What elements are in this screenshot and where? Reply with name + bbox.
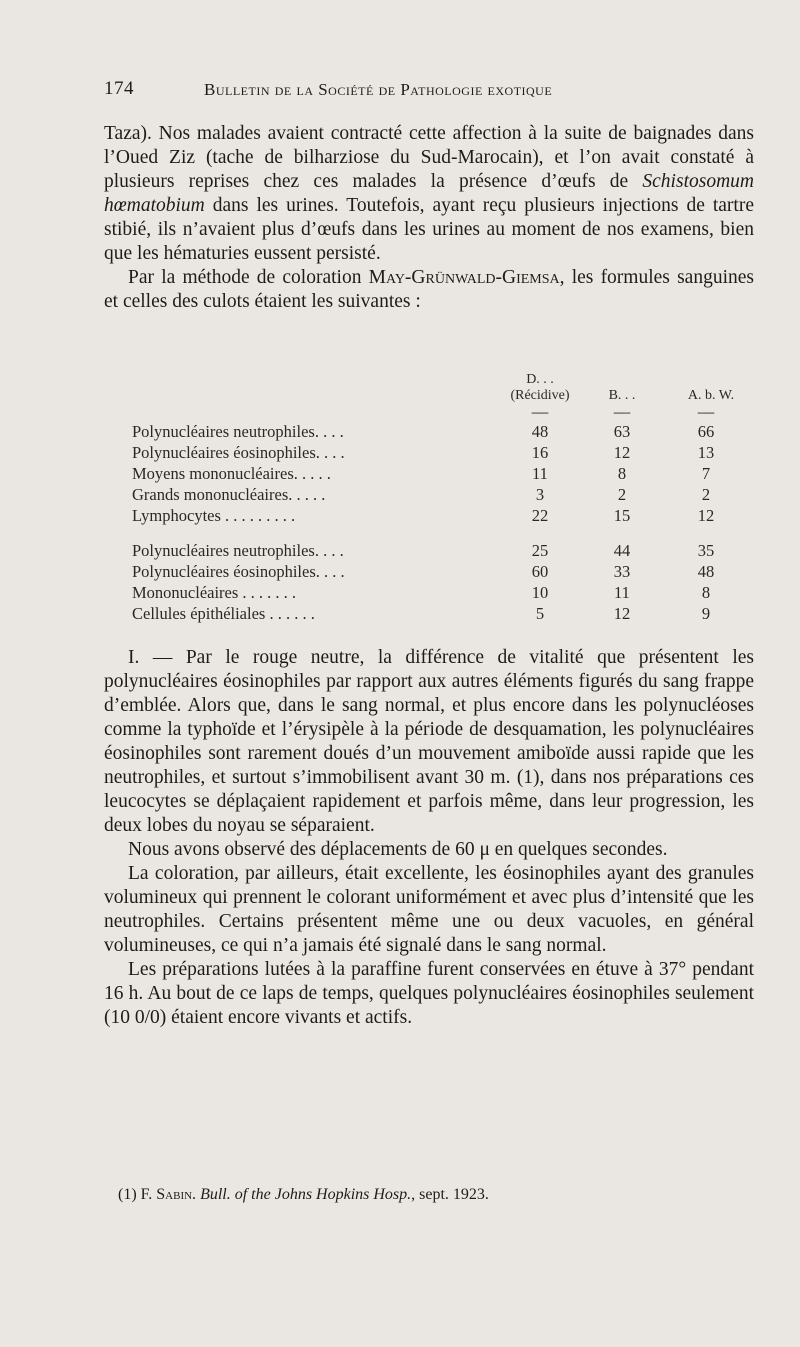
table-row	[132, 506, 752, 527]
table-cell: 60	[531, 562, 549, 581]
table-cell: 7	[701, 464, 711, 483]
row-label: Grands mononucléaires. . . . .	[132, 485, 326, 504]
footnote-date: , sept. 1923.	[411, 1186, 489, 1203]
text-run: Par la méthode de coloration	[128, 267, 369, 288]
footnote-journal: Bull. of the Johns Hopkins Hosp.	[200, 1186, 412, 1203]
intro-text	[104, 122, 754, 314]
row-label: Mononucléaires . . . . . . .	[132, 583, 297, 602]
page-number: 174	[104, 78, 134, 99]
table-cell: 22	[531, 506, 549, 525]
table-cell: 12	[613, 443, 631, 462]
table-cell: 25	[531, 541, 549, 560]
table-row	[132, 464, 752, 485]
paragraph: Les préparations lutées à la paraffine furent conservées en étuve à 37° pendant 16 h. Au bout de ce laps de temps, quelques polynucléaires éosinophiles seulement (10 0/0) étaient encore vivants et actifs.	[104, 959, 754, 1028]
row-label: Polynucléaires éosinophiles. . . .	[132, 443, 345, 462]
table-cell: 11	[532, 464, 548, 483]
paragraph: I. — Par le rouge neutre, la différence de vitalité que présentent les polynucléaires éosinophiles par rapport aux autres éléments figurés du sang frappe d’emblée. Alors que, dans le sang normal, et plus encore dans les polynucléoses comme la typhoïde et l’érysipèle à la période de desquamation, les polynucléaires éosinophiles sont rarement doués d’un mouvement amiboïde aussi rapide que les neutrophiles, et surtout s’immobilisent avant 30 m. (1), dans nos préparations ces leucocytes se déplaçaient rapidement et parfois même, dans leur progression, les deux lobes du noyau se séparaient.	[104, 647, 754, 836]
species-name: Schistosomum hœmatobium	[104, 171, 754, 216]
table-row	[132, 443, 752, 464]
dash: —	[697, 402, 715, 421]
running-header	[104, 78, 664, 102]
table-row	[132, 422, 752, 443]
row-label: Lymphocytes . . . . . . . . .	[132, 506, 296, 525]
table-cell: 9	[701, 604, 711, 623]
culot-rows	[132, 541, 752, 625]
row-label: Polynucléaires neutrophiles. . . .	[132, 422, 344, 441]
paragraph	[104, 266, 754, 314]
table-row	[132, 562, 752, 583]
table-row	[132, 541, 752, 562]
table-cell: 10	[531, 583, 549, 602]
table-cell: 48	[531, 422, 549, 441]
column-header-abw: A. b. W.	[687, 388, 735, 403]
cell-count-table	[132, 370, 752, 625]
dash: —	[613, 402, 631, 421]
text-run: Taza). Nos malades avaient contracté cette affection à la suite de baignades dans l’Oued Ziz (tache de bilharziose du Sud-Marocain), et l’on avait constaté à plusieurs reprises chez ces malades la présence d’œufs de	[104, 123, 754, 192]
blood-rows	[132, 422, 752, 527]
table-dash-row	[132, 402, 752, 422]
table-cell: 66	[697, 422, 715, 441]
table-cell: 15	[613, 506, 631, 525]
table-cell: 63	[613, 422, 631, 441]
column-header-d: D. . . (Récidive)	[510, 372, 570, 403]
column-header-b: B. . .	[608, 388, 636, 403]
table-cell: 12	[613, 604, 631, 623]
table-cell: 12	[697, 506, 715, 525]
journal-title: Bulletin de la Société de Pathologie exotique	[204, 80, 553, 99]
table-row	[132, 583, 752, 604]
table-cell: 5	[535, 604, 545, 623]
table-cell: 11	[614, 583, 630, 602]
row-label: Polynucléaires éosinophiles. . . .	[132, 562, 345, 581]
footnote-author: F. Sabin.	[140, 1186, 197, 1203]
paragraph: Nous avons observé des déplacements de 60 μ en quelques secondes.	[128, 839, 668, 860]
text-run: , les formules sanguines et celles des culots étaient les suivantes :	[104, 267, 754, 312]
footnote-mark: (1)	[118, 1186, 141, 1203]
body-text	[104, 646, 754, 1030]
table-row	[132, 604, 752, 625]
table-cell: 3	[535, 485, 545, 504]
table-cell: 8	[617, 464, 627, 483]
table-cell: 16	[531, 443, 549, 462]
table-cell: 44	[613, 541, 631, 560]
footnote	[118, 1186, 489, 1204]
dash: —	[531, 402, 549, 421]
table-cell: 35	[697, 541, 715, 560]
table-cell: 2	[701, 485, 711, 504]
table-header-row	[132, 370, 752, 410]
table-cell: 13	[697, 443, 715, 462]
table-cell: 8	[701, 583, 711, 602]
row-label: Polynucléaires neutrophiles. . . .	[132, 541, 344, 560]
table-row	[132, 485, 752, 506]
row-label: Cellules épithéliales . . . . . .	[132, 604, 315, 623]
row-label: Moyens mononucléaires. . . . .	[132, 464, 331, 483]
method-name: May-Grünwald-Giemsa	[368, 267, 560, 288]
paragraph: La coloration, par ailleurs, était excellente, les éosinophiles ayant des granules volumineux qui prennent le colorant uniformément et avec plus d’intensité que les neutrophiles. Certains présentent même une ou deux vacuoles, en général volumineuses, ce qui n’a jamais été signalé dans le sang normal.	[104, 863, 754, 956]
text-run: dans les urines. Toutefois, ayant reçu plusieurs injections de tartre stibié, ils n’avaient plus d’œufs dans les urines au moment de nos examens, bien que les hématuries eussent persisté.	[104, 195, 754, 264]
table-cell: 2	[617, 485, 627, 504]
table-cell: 48	[697, 562, 715, 581]
table-cell: 33	[613, 562, 631, 581]
paragraph	[104, 122, 754, 266]
